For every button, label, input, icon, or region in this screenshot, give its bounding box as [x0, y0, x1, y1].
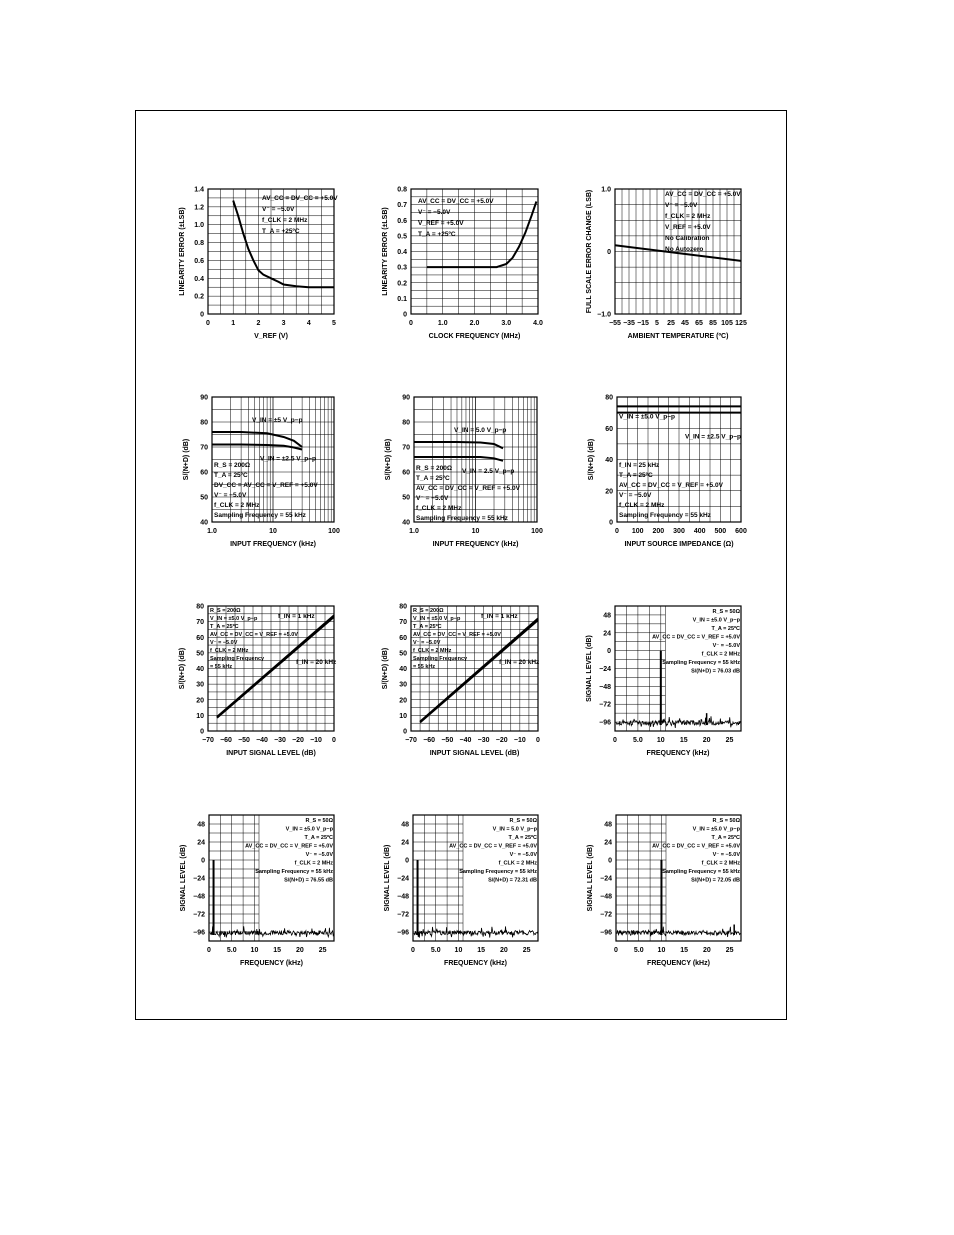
annotation: V⁻ = −5.0V — [262, 206, 295, 213]
y-tick-label: 0 — [609, 519, 613, 527]
x-tick-label: 1 — [231, 320, 236, 327]
annotation: AV_CC = DV_CC = V_REF = +5.0V — [416, 485, 520, 492]
x-tick-label: 0 — [615, 528, 619, 535]
series-label: f_IN = 1 kHz — [278, 613, 315, 620]
y-tick-label: 20 — [399, 697, 407, 705]
y-tick-label: 48 — [603, 612, 611, 620]
y-tick-label: 80 — [605, 394, 613, 402]
annotation: f_IN = 25 kHz — [619, 462, 660, 469]
annotation: T_A = 25ºC — [214, 472, 248, 479]
annotation: f_CLK = 2 MHz — [413, 648, 452, 654]
x-tick-label: 105 — [721, 320, 733, 327]
x-tick-label: 100 — [531, 528, 543, 535]
annotation: Sampling Frequency = 55 kHz — [662, 660, 740, 666]
annotation: R_S = 200Ω — [416, 465, 453, 472]
y-tick-label: 0 — [201, 857, 205, 865]
y-tick-label: −48 — [397, 893, 409, 901]
chart-c11 — [384, 815, 538, 967]
y-axis-label: SIGNAL LEVEL (dB) — [180, 844, 187, 912]
x-tick-label: 1.0 — [437, 320, 448, 327]
x-tick-label: 65 — [695, 320, 703, 327]
x-tick-label: 25 — [725, 947, 734, 954]
x-tick-label: 5 — [655, 320, 659, 327]
y-tick-label: 0.7 — [397, 202, 407, 210]
x-tick-label: 10 — [269, 528, 277, 535]
x-axis-label: AMBIENT TEMPERATURE (ºC) — [627, 333, 729, 340]
x-tick-label: −30 — [274, 737, 286, 744]
annotation: V_IN = ±5.0 V_p−p — [692, 617, 740, 624]
x-tick-label: −60 — [423, 737, 436, 744]
x-tick-label: 10 — [454, 947, 463, 954]
annotation: f_CLK = 2 MHz — [665, 213, 711, 220]
chart-c12 — [587, 815, 741, 967]
y-tick-label: −24 — [599, 666, 611, 673]
y-tick-label: 48 — [604, 821, 612, 829]
annotation: AV_CC = DV_CC = +5.0V — [665, 191, 741, 198]
x-tick-label: 1.0 — [207, 528, 217, 535]
y-axis-label: SIGNAL LEVEL (dB) — [587, 844, 594, 912]
x-tick-label: 0 — [536, 737, 540, 744]
y-tick-label: 40 — [196, 666, 204, 673]
chart-c9 — [586, 606, 741, 757]
y-axis-label: S/(N+D) (dB) — [183, 438, 190, 481]
x-tick-label: 5.0 — [430, 947, 441, 954]
series-line — [414, 442, 503, 448]
x-tick-label: 600 — [735, 528, 747, 535]
y-tick-label: 60 — [399, 634, 407, 642]
series-label: V_IN = ±2.5 V_p−p — [260, 455, 316, 463]
annotation: AV_CC = DV_CC = V_REF = +5.0V — [652, 843, 740, 850]
annotation: Sampling Frequency = 55 kHz — [619, 512, 711, 519]
y-tick-label: −1.0 — [597, 311, 611, 319]
annotation: AV_CC = DV_CC = V_REF = +5.0V — [210, 632, 298, 638]
x-tick-label: −50 — [441, 737, 454, 744]
x-axis-label: INPUT SOURCE IMPEDANCE (Ω) — [624, 541, 734, 548]
annotation: R_S = 200Ω — [214, 462, 251, 469]
y-tick-label: −72 — [599, 701, 611, 709]
y-tick-label: 60 — [200, 469, 208, 477]
grid — [209, 815, 259, 941]
annotation: f_CLK = 2 MHz — [701, 651, 740, 658]
annotation: T_A = 25ºC — [210, 624, 239, 630]
y-tick-label: 80 — [196, 603, 204, 611]
x-tick-label: 10 — [656, 737, 665, 744]
x-tick-label: 25 — [667, 320, 675, 327]
annotation: V_IN = ±5.0 V_p−p — [210, 616, 258, 622]
x-axis-label: INPUT FREQUENCY (kHz) — [432, 541, 519, 548]
series-label: V_IN = ±5.0 V_p−p — [619, 413, 675, 421]
y-tick-label: 48 — [197, 821, 205, 829]
annotation: Sampling Frequency — [210, 656, 265, 662]
y-axis-label: FULL SCALE ERROR CHANGE (LSB) — [586, 189, 593, 314]
series-label: V_IN = ±5 V_p−p — [252, 417, 303, 424]
annotation: R_S = 200Ω — [210, 608, 241, 614]
y-axis-label: S/(N+D) (dB) — [588, 438, 595, 481]
y-tick-label: 0.6 — [397, 217, 407, 225]
y-tick-label: 1.2 — [194, 204, 204, 212]
y-tick-label: 10 — [399, 712, 407, 720]
annotation: S/(N+D) = 72.31 dB — [488, 877, 537, 884]
y-tick-label: 50 — [196, 650, 204, 658]
annotation: V⁻ = −5.0V — [712, 643, 740, 649]
annotation: R_S = 50Ω — [712, 609, 740, 615]
y-tick-label: 40 — [200, 519, 208, 527]
y-tick-label: 80 — [200, 419, 208, 427]
grid — [411, 189, 538, 314]
chart-c4 — [183, 395, 340, 549]
y-tick-label: 0.2 — [194, 293, 204, 301]
x-tick-label: 10 — [471, 528, 480, 535]
x-tick-label: 4.0 — [533, 320, 543, 327]
y-tick-label: 50 — [399, 650, 407, 658]
annotation: T_A = 25ºC — [304, 835, 333, 841]
grid — [414, 397, 537, 522]
annotation: T_A = +25ºC — [418, 231, 456, 238]
y-tick-label: 0.4 — [397, 249, 407, 256]
annotation: S/(N+D) = 76.55 dB — [284, 877, 333, 884]
annotation: V_IN = ±5.0 V_p−p — [692, 826, 740, 833]
annotation: V⁻ = −5.0V — [418, 209, 451, 216]
x-axis-label: V_REF (V) — [254, 333, 288, 340]
series-label: f_IN = 1 kHz — [481, 613, 518, 620]
x-axis-label: FREQUENCY (kHz) — [444, 960, 507, 967]
y-tick-label: −96 — [193, 929, 205, 937]
y-tick-label: −48 — [193, 893, 205, 901]
annotation: No Calibration — [665, 235, 710, 242]
y-axis-label: LINEARITY ERROR (±LSB) — [179, 207, 186, 296]
annotation: S/(N+D) = 72.05 dB — [691, 877, 740, 884]
x-tick-label: 15 — [477, 947, 486, 954]
annotation: T_A = 25ºC — [508, 835, 537, 841]
x-tick-label: 100 — [631, 528, 644, 535]
annotation: V⁻ = −5.0V — [413, 640, 441, 646]
y-tick-label: 10 — [196, 712, 204, 720]
y-tick-label: 50 — [402, 494, 410, 502]
y-tick-label: −72 — [397, 911, 409, 919]
noise-floor — [414, 926, 538, 937]
annotation: T_A = 25ºC — [711, 835, 740, 841]
annotation: AV_CC = DV_CC = +5.0V — [418, 198, 494, 205]
x-tick-label: 0 — [613, 737, 617, 744]
y-tick-label: 0.5 — [397, 233, 407, 241]
x-tick-label: −35 — [623, 320, 635, 327]
x-axis-label: CLOCK FREQUENCY (MHz) — [428, 333, 521, 340]
series-label: V_IN = ±2.5 V_p−p — [685, 433, 741, 441]
annotation: Sampling Frequency = 55 kHz — [459, 869, 537, 875]
x-tick-label: 10 — [657, 947, 666, 954]
x-tick-label: 5.0 — [633, 737, 643, 744]
chart-c5 — [385, 395, 543, 549]
y-tick-label: 0.2 — [397, 280, 407, 288]
y-tick-label: 70 — [402, 444, 410, 452]
x-tick-label: 2 — [256, 320, 261, 327]
x-axis-label: INPUT SIGNAL LEVEL (dB) — [226, 750, 316, 757]
x-tick-label: 0 — [409, 320, 413, 327]
y-tick-label: 24 — [604, 839, 612, 847]
y-axis-label: SIGNAL LEVEL (dB) — [384, 844, 391, 912]
y-tick-label: 48 — [401, 821, 409, 829]
annotation: T_A = 25ºC — [416, 475, 450, 482]
x-tick-label: 45 — [681, 320, 689, 327]
annotation: V⁻ = −5.0V — [214, 492, 247, 499]
x-tick-label: 1.0 — [409, 528, 419, 535]
y-tick-label: 40 — [605, 457, 613, 464]
annotation: AV_CC = DV_CC = +5.0V — [262, 195, 338, 202]
series-line — [414, 457, 503, 461]
x-tick-label: 3.0 — [501, 320, 512, 327]
y-tick-label: 20 — [605, 488, 613, 496]
series-label: V_IN = 5.0 V_p−p — [454, 427, 507, 434]
x-tick-label: −50 — [238, 737, 250, 744]
annotation: = 55 kHz — [210, 664, 233, 670]
y-tick-label: 90 — [200, 394, 208, 402]
y-tick-label: 0.8 — [194, 240, 204, 248]
annotation: R_S = 50Ω — [305, 818, 333, 824]
y-tick-label: −72 — [600, 911, 612, 919]
x-tick-label: 25 — [522, 947, 531, 954]
y-axis-label: SIGNAL LEVEL (dB) — [586, 635, 593, 702]
chart-c6 — [588, 395, 747, 549]
x-tick-label: 15 — [273, 947, 282, 954]
noise-floor — [617, 927, 741, 937]
annotation: T_A = 25ºC — [413, 624, 442, 630]
y-tick-label: 20 — [196, 697, 204, 705]
annotation: V⁻ = −5.0V — [416, 495, 449, 502]
x-tick-label: −40 — [459, 737, 472, 744]
annotation: No Autozero — [665, 246, 704, 253]
y-tick-label: 60 — [605, 425, 613, 433]
series-label: V_IN = 2.5 V_p−p — [462, 468, 515, 475]
y-tick-label: 50 — [200, 494, 208, 502]
y-tick-label: −96 — [600, 929, 612, 937]
series-label: f_IN = 20 kHz — [499, 659, 540, 666]
annotation: R_S = 50Ω — [712, 818, 740, 824]
x-tick-label: −40 — [256, 737, 268, 744]
annotation: f_CLK = 2 MHz — [262, 217, 308, 224]
y-tick-label: −48 — [599, 683, 611, 691]
x-tick-label: 300 — [673, 528, 685, 535]
annotation: AV_CC = DV_CC = V_REF = +5.0V — [449, 843, 537, 850]
x-tick-label: 20 — [703, 947, 711, 954]
annotation: Sampling Frequency = 55 kHz — [255, 869, 333, 875]
annotation: T_A = 25ºC — [711, 626, 740, 632]
y-tick-label: 0 — [607, 648, 611, 656]
y-tick-label: 60 — [402, 469, 410, 477]
x-tick-label: −20 — [292, 737, 304, 744]
x-tick-label: 3 — [281, 320, 286, 327]
y-tick-label: 0 — [200, 311, 204, 319]
x-tick-label: 100 — [328, 528, 340, 535]
x-tick-label: 15 — [680, 947, 689, 954]
x-tick-label: 85 — [709, 320, 717, 327]
x-tick-label: −55 — [609, 320, 621, 327]
x-tick-label: −70 — [202, 737, 214, 744]
y-tick-label: 0 — [403, 311, 407, 319]
y-tick-label: 0 — [607, 249, 611, 256]
x-tick-label: 15 — [679, 737, 688, 744]
x-tick-label: 125 — [735, 320, 747, 327]
annotation: = 55 kHz — [413, 664, 436, 670]
y-tick-label: 0 — [200, 728, 204, 736]
x-axis-label: FREQUENCY (kHz) — [646, 750, 710, 757]
y-tick-label: 40 — [399, 666, 407, 673]
x-axis-label: FREQUENCY (kHz) — [647, 960, 710, 967]
y-tick-label: 70 — [196, 619, 204, 627]
annotation: V⁻ = −5.0V — [712, 852, 740, 858]
y-tick-label: 0 — [405, 857, 409, 865]
y-axis-label: S/(N+D) (dB) — [179, 647, 186, 690]
y-tick-label: 0.6 — [194, 257, 204, 265]
x-axis-label: INPUT FREQUENCY (kHz) — [230, 541, 316, 548]
x-tick-label: −30 — [477, 737, 490, 744]
annotation: DV_CC = AV_CC = V_REF = +5.0V — [214, 482, 318, 489]
y-tick-label: 0.3 — [397, 264, 407, 272]
x-tick-label: 2.0 — [469, 320, 480, 327]
y-tick-label: 80 — [402, 419, 410, 427]
x-axis-label: FREQUENCY (kHz) — [240, 960, 303, 967]
y-tick-label: 1.0 — [601, 186, 611, 194]
x-tick-label: −20 — [495, 737, 508, 744]
y-tick-label: 24 — [603, 630, 611, 638]
y-tick-label: 0.4 — [194, 275, 204, 283]
annotation: V⁻ = −5.0V — [509, 852, 537, 858]
annotation: f_CLK = 2 MHz — [214, 502, 260, 509]
x-tick-label: −15 — [637, 320, 649, 327]
x-tick-label: 4 — [306, 320, 311, 327]
y-tick-label: 30 — [399, 681, 407, 689]
x-tick-label: 0 — [411, 947, 415, 954]
annotation: f_CLK = 2 MHz — [701, 860, 740, 867]
annotation: R_S = 50Ω — [509, 818, 537, 824]
y-tick-label: 0.1 — [397, 295, 407, 303]
series-label: f_IN = 20 kHz — [296, 659, 337, 666]
y-tick-label: 70 — [399, 619, 407, 627]
annotation: S/(N+D) = 76.03 dB — [691, 668, 740, 675]
x-tick-label: 0 — [207, 947, 211, 954]
x-tick-label: 20 — [702, 737, 711, 744]
x-tick-label: 500 — [714, 528, 727, 535]
x-tick-label: −10 — [310, 737, 322, 744]
x-tick-label: 25 — [725, 737, 734, 744]
y-axis-label: S/(N+D) (dB) — [385, 438, 392, 481]
y-tick-label: −48 — [600, 893, 612, 901]
annotation: V⁻ = −5.0V — [210, 640, 238, 646]
annotation: V_IN = ±5.0 V_p−p — [413, 616, 461, 622]
annotation: V⁻ = −5.0V — [665, 202, 698, 209]
y-tick-label: 30 — [196, 681, 204, 689]
annotation: V_REF = +5.0V — [418, 220, 464, 227]
x-tick-label: 25 — [318, 947, 327, 954]
x-tick-label: 10 — [250, 947, 259, 954]
x-tick-label: −60 — [220, 737, 232, 744]
y-tick-label: −24 — [193, 875, 205, 883]
x-tick-label: 0 — [206, 320, 210, 327]
annotation: f_CLK = 2 MHz — [294, 860, 333, 867]
grid — [615, 606, 665, 731]
annotation: f_CLK = 2 MHz — [498, 860, 537, 867]
annotation: Sampling Frequency — [413, 656, 468, 662]
chart-c7 — [179, 604, 337, 758]
x-tick-label: 5.0 — [633, 947, 644, 954]
annotation: Sampling Frequency = 55 kHz — [416, 515, 508, 522]
y-tick-label: 40 — [402, 519, 410, 527]
annotation: T_A = +25ºC — [262, 228, 300, 235]
annotation: R_S = 200Ω — [413, 608, 444, 614]
x-tick-label: 0 — [332, 737, 336, 744]
y-tick-label: 24 — [197, 839, 205, 847]
y-axis-label: LINEARITY ERROR (±LSB) — [382, 207, 389, 296]
chart-c1 — [179, 187, 338, 341]
annotation: V_REF = +5.0V — [665, 224, 711, 231]
chart-c8 — [382, 604, 540, 758]
y-tick-label: −96 — [397, 929, 409, 937]
y-tick-label: −96 — [599, 719, 611, 727]
annotation: f_CLK = 2 MHz — [619, 502, 665, 509]
chart-c3 — [586, 187, 747, 341]
annotation: T_A = 25ºC — [619, 472, 653, 479]
annotation: V⁻ = −5.0V — [305, 852, 333, 858]
y-tick-label: −24 — [397, 875, 409, 883]
y-tick-label: −72 — [193, 911, 205, 919]
annotation: f_CLK = 2 MHz — [210, 648, 249, 654]
y-tick-label: 24 — [401, 839, 409, 847]
y-tick-label: 60 — [196, 634, 204, 642]
chart-c10 — [180, 815, 334, 967]
annotation: AV_CC = DV_CC = V_REF = +5.0V — [619, 482, 723, 489]
annotation: V_IN = 5.0 V_p−p — [492, 826, 537, 833]
grid — [616, 815, 666, 941]
x-tick-label: 20 — [500, 947, 508, 954]
y-tick-label: 0.8 — [397, 186, 407, 194]
annotation: f_CLK = 2 MHz — [416, 505, 462, 512]
annotation: V_IN = ±5.0 V_p−p — [285, 826, 333, 833]
y-tick-label: 1.0 — [194, 222, 204, 230]
y-tick-label: 0 — [403, 728, 407, 736]
y-tick-label: 70 — [200, 444, 208, 452]
x-tick-label: −70 — [405, 737, 417, 744]
y-tick-label: −24 — [600, 875, 612, 883]
annotation: V⁻ = −5.0V — [619, 492, 652, 499]
annotation: AV_CC = DV_CC = V_REF = +5.0V — [413, 632, 501, 638]
x-tick-label: 400 — [693, 528, 706, 535]
y-tick-label: 0 — [608, 857, 612, 865]
x-tick-label: 5.0 — [226, 947, 237, 954]
x-tick-label: −10 — [513, 737, 526, 744]
y-axis-label: S/(N+D) (dB) — [382, 647, 389, 690]
x-tick-label: 5 — [332, 320, 336, 327]
y-tick-label: 90 — [402, 394, 410, 402]
x-tick-label: 0 — [614, 947, 618, 954]
x-tick-label: 20 — [296, 947, 304, 954]
annotation: Sampling Frequency = 55 kHz — [214, 512, 306, 519]
annotation: AV_CC = DV_CC = V_REF = +5.0V — [652, 634, 740, 641]
y-tick-label: 80 — [399, 603, 407, 611]
x-axis-label: INPUT SIGNAL LEVEL (dB) — [429, 750, 520, 757]
y-tick-label: 1.4 — [194, 186, 204, 194]
chart-c2 — [382, 187, 543, 341]
annotation: AV_CC = DV_CC = V_REF = +5.0V — [245, 843, 333, 850]
x-tick-label: 200 — [652, 528, 665, 535]
annotation: Sampling Frequency = 55 kHz — [662, 869, 740, 875]
grid — [413, 815, 463, 941]
